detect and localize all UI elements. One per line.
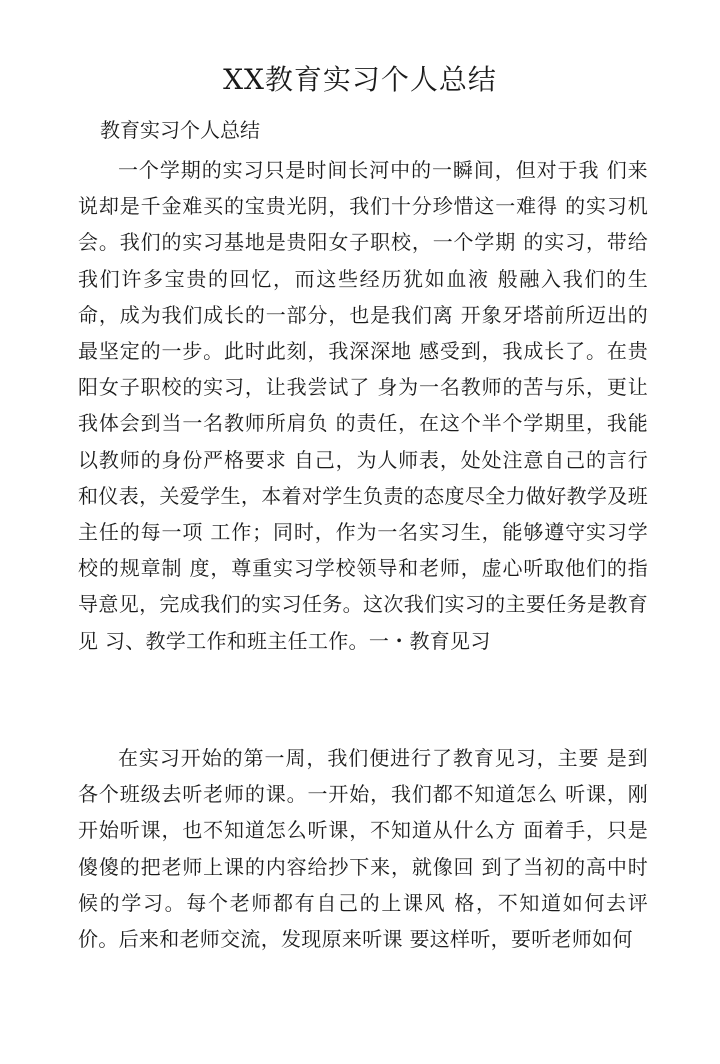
document-title: XX教育实习个人总结 bbox=[223, 63, 497, 96]
paragraph-1: 一个学期的实习只是时间长河中的一瞬间，但对于我 们来说却是千金难买的宝贵光阴，我们十分珍惜这一难得 的实习机会。我们的实习基地是贵阳女子职校，一个学期 的实习，带给我们许多宝贵的回忆，而这些经历犹如血液 般融入我们的生命，成为我们成长的一部分，也是我们离 开象牙塔前所迈出的最坚定的一步。此时此刻，我深深地 感受到，我成长了。在贵阳女子职校的实习，让我尝试了 身为一名教师的苦与乐，更让我体会到当一名教师所肩负 的责任，在这个半个学期里，我能以教师的身份严格要求 自己，为人师表，处处注意自己的言行和仪表，关爱学生，本着对学生负责的态度尽全力做好教学及班主任的每一项 工作；同时，作为一名实习生，能够遵守实习学校的规章制 度，尊重实习学校领导和老师，虚心听取他们的指导意见，完成我们的实习任务。这次我们实习的主要任务是教育见 习、教学工作和班主任工作。一・教育见习 bbox=[78, 158, 648, 653]
document-subtitle: 教育实习个人总结 bbox=[100, 118, 260, 142]
paragraph-2: 在实习开始的第一周，我们便进行了教育见习，主要 是到各个班级去听老师的课。一开始，我们都不知道怎么 听课，刚开始听课，也不知道怎么听课，不知道从什么方 面着手，只是傻傻的把老师上课的内容给抄下来，就像回 到了当初的高中时候的学习。每个老师都有自己的上课风 格，不知道如何去评价。后来和老师交流，发现原来听课 要这样听，要听老师如何 bbox=[78, 746, 648, 952]
